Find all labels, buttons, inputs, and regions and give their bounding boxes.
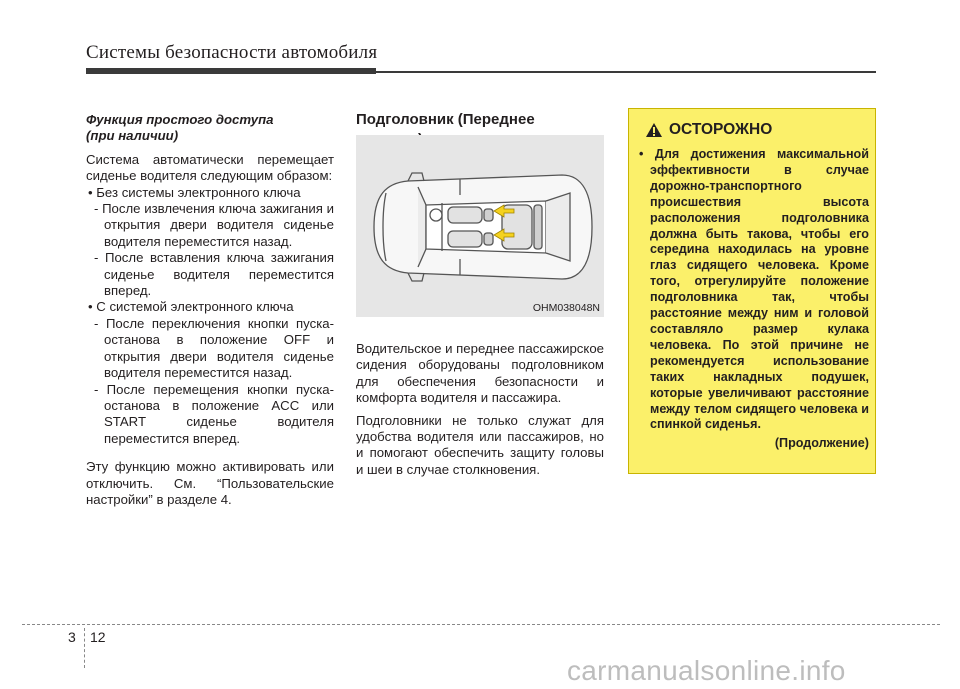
header-rule (86, 68, 376, 74)
sub-item-remove-key: - После извлечения ключа зажигания и открытия двери водителя сиденье водителя переместится назад. (94, 201, 334, 249)
page-header-title: Системы безопасности автомобиля (86, 42, 378, 63)
bullet-no-smart-key: • Без системы электронного ключа (88, 184, 301, 200)
headrest-paragraph-1: Водительское и переднее пассажирское сидения оборудованы подголовником для обеспечения безопасности и комфорта водителя и пассажира. (356, 341, 604, 406)
outro-paragraph: Эту функцию можно активировать или отключить. См. “Пользовательские настройки” в разделе 4. (86, 459, 334, 507)
chapter-number: 3 (68, 629, 76, 645)
intro-paragraph: Система автоматически перемещает сиденье водителя следующим образом: (86, 151, 334, 184)
footer-divider (84, 628, 85, 668)
sub-item-off: - После переключения кнопки пуска-останова в положение OFF и открытия двери водителя сиденье водителя переместится назад. (94, 315, 334, 381)
warning-box (628, 108, 876, 474)
headrest-figure (356, 135, 604, 317)
figure-caption: OHM038048N (532, 302, 600, 314)
feature-subtitle: (при наличии) (86, 128, 179, 144)
car-top-view-illustration (356, 135, 604, 317)
page-number: 12 (90, 629, 106, 645)
header-rule-thin (376, 71, 876, 73)
warning-header (645, 121, 772, 139)
warning-triangle-icon (645, 122, 663, 138)
headrest-text (356, 341, 604, 484)
left-column (86, 112, 334, 508)
warning-title: ОСТОРОЖНО (669, 121, 773, 138)
watermark: carmanualsonline.info (567, 655, 846, 686)
sub-item-acc-start: - После перемещения кнопки пуска-останова в положение ACC или START сиденье водителя переместится вперед. (94, 381, 334, 446)
middle-column (356, 110, 604, 477)
warning-text: • Для достижения максимальной эффективности в случае дорожно-транспортного происшествия высота расположения подголовника должна быть такова, чтобы его середина находилась на уровне глаз сидящего человека. Кроме того, отрегулируйте положение подголовника так, чтобы расстояние между ним и головой составляло размер кулака человека. По этой причине не рекомендуется использование таких накладных подушек, которые увеличивают расстояние между телом сидящего человека и спинкой сиденья. (639, 147, 869, 432)
footer-rule (22, 624, 940, 625)
feature-title: Функция простого доступа (86, 112, 274, 127)
headrest-paragraph-2: Подголовники не только служат для удобства водителя или пассажиров, но и помогают обеспечить защиту головы и шеи в случае столкновения. (356, 412, 604, 477)
warning-body (639, 147, 869, 452)
section-title: Подголовник (Переднее (356, 111, 535, 128)
sub-item-insert-key: - После вставления ключа зажигания сиденье водителя переместится вперед. (94, 250, 334, 299)
bullet-smart-key: • С системой электронного ключа (88, 299, 294, 315)
continued-label: (Продолжение) (774, 436, 869, 451)
